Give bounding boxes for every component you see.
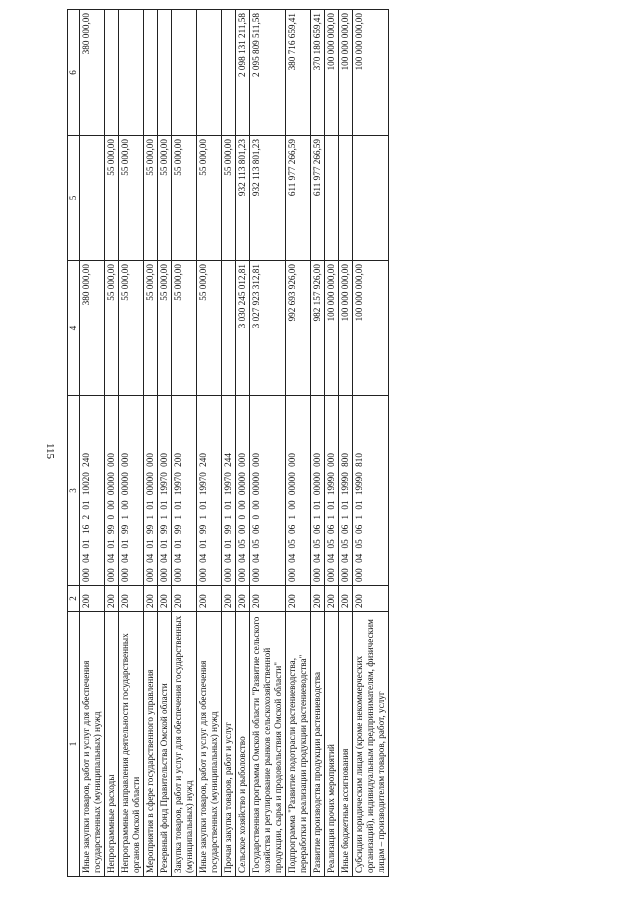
row-category: 200 [286,586,311,612]
row-name: Непрограммные расходы [105,612,119,877]
row-name: Закупка товаров, работ и услуг для обеспечения государственных (муниципальных) нужд [172,612,197,877]
row-code: 000 04 01 99 1 00 00000 000 [119,396,144,586]
row-name: Мероприятия в сфере государственного управления [144,612,158,877]
row-col6: 2 098 131 211,58 [236,10,250,136]
row-col5: 55 000,00 [222,136,236,261]
header-cell: 3 [68,396,80,586]
row-code: 000 04 05 00 0 00 00000 000 [236,396,250,586]
row-col6 [158,10,172,136]
row-col5: 611 977 266,59 [286,136,311,261]
row-col6 [119,10,144,136]
row-category: 200 [197,586,222,612]
row-col5: 55 000,00 [158,136,172,261]
row-col4: 982 157 926,00 [311,261,325,396]
row-col6 [144,10,158,136]
table-row [250,10,286,877]
row-code: 000 04 05 06 1 01 19990 800 [339,396,353,586]
row-col5: 55 000,00 [105,136,119,261]
row-col4: 55 000,00 [119,261,144,396]
row-name: Иные бюджетные ассигнования [339,612,353,877]
row-col4: 100 000 000,00 [353,261,389,396]
row-name: Реализация прочих мероприятий [325,612,339,877]
header-cell: 1 [68,612,80,877]
row-category: 200 [353,586,389,612]
row-col5: 932 113 801,23 [236,136,250,261]
row-code: 000 04 01 99 1 01 19970 240 [197,396,222,586]
table-row [325,10,339,877]
row-col5: 55 000,00 [119,136,144,261]
row-category: 200 [236,586,250,612]
row-name: Прочая закупка товаров, работ и услуг [222,612,236,877]
row-code: 000 04 05 06 1 00 00000 000 [286,396,311,586]
row-col5 [80,136,105,261]
row-col6 [197,10,222,136]
row-category: 200 [311,586,325,612]
budget-table [67,9,389,877]
row-col5 [339,136,353,261]
row-col4: 55 000,00 [105,261,119,396]
row-col4: 992 693 926,00 [286,261,311,396]
table-row [339,10,353,877]
row-category: 200 [222,586,236,612]
row-col6: 370 180 659,41 [311,10,325,136]
row-category: 200 [158,586,172,612]
row-category: 200 [172,586,197,612]
row-col6: 2 095 809 511,58 [250,10,286,136]
table-row [286,10,311,877]
row-col4: 55 000,00 [144,261,158,396]
row-name: Сельское хозяйство и рыболовство [236,612,250,877]
row-col5: 55 000,00 [172,136,197,261]
header-cell: 6 [68,10,80,136]
table-row [172,10,197,877]
row-col6 [105,10,119,136]
row-category: 200 [339,586,353,612]
row-code: 000 04 01 99 1 01 19970 200 [172,396,197,586]
row-code: 000 04 01 99 0 00 00000 000 [105,396,119,586]
row-col4: 100 000 000,00 [325,261,339,396]
row-col6: 100 000 000,00 [325,10,339,136]
row-category: 200 [250,586,286,612]
row-code: 000 04 05 06 0 00 00000 000 [250,396,286,586]
row-col6 [172,10,197,136]
row-code: 000 04 01 99 1 01 00000 000 [144,396,158,586]
row-name: Развитие производства продукции растениеводства [311,612,325,877]
row-name: Непрограммные направления деятельности государственных органов Омской области [119,612,144,877]
row-col4: 55 000,00 [172,261,197,396]
row-code: 000 04 01 99 1 01 19970 244 [222,396,236,586]
row-col5: 55 000,00 [197,136,222,261]
page-number: 115 [44,442,57,460]
header-cell: 4 [68,261,80,396]
row-col4: 55 000,00 [158,261,172,396]
table-row [119,10,144,877]
row-col6: 380 716 659,41 [286,10,311,136]
row-code: 000 04 05 06 1 01 19990 810 [353,396,389,586]
row-col4: 380 000,00 [80,261,105,396]
row-col5 [353,136,389,261]
row-col5 [325,136,339,261]
row-name: Государственная программа Омской области "Развитие сельского хозяйства и регулирование рынков сельскохозяйственной продукции, сырья и продовольствия Омской области" [250,612,286,877]
row-name: Иные закупки товаров, работ и услуг для обеспечения государственных (муниципальных) нужд [197,612,222,877]
header-row [68,10,80,877]
row-code: 000 04 05 06 1 01 00000 000 [311,396,325,586]
row-col5: 611 977 266,59 [311,136,325,261]
row-col5: 932 113 801,23 [250,136,286,261]
table-row [144,10,158,877]
row-name: Субсидии юридическим лицам (кроме некоммерческих организаций), индивидуальным предпринимателям, физическим лицам – производителям товаров, работ, услуг [353,612,389,877]
header-cell: 2 [68,586,80,612]
row-col5: 55 000,00 [144,136,158,261]
row-category: 200 [119,586,144,612]
row-col4: 55 000,00 [197,261,222,396]
table-row [222,10,236,877]
row-col6 [222,10,236,136]
table-row [353,10,389,877]
row-code: 000 04 01 16 2 01 10020 240 [80,396,105,586]
row-col6: 100 000 000,00 [339,10,353,136]
row-category: 200 [105,586,119,612]
table-row [105,10,119,877]
table-row [197,10,222,877]
table-row [158,10,172,877]
table-row [236,10,250,877]
row-col6: 100 000 000,00 [353,10,389,136]
row-col4 [222,261,236,396]
row-name: Подпрограмма "Развитие подотрасли растениеводства, переработки и реализации продукции растениеводства" [286,612,311,877]
row-category: 200 [144,586,158,612]
row-name: Иные закупки товаров, работ и услуг для обеспечения государственных (муниципальных) нужд [80,612,105,877]
row-code: 000 04 01 99 1 01 19970 000 [158,396,172,586]
row-col4: 3 030 245 012,81 [236,261,250,396]
row-category: 200 [80,586,105,612]
table-row [80,10,105,877]
row-col4: 100 000 000,00 [339,261,353,396]
row-category: 200 [325,586,339,612]
table-row [311,10,325,877]
row-name: Резервный фонд Правительства Омской области [158,612,172,877]
header-cell: 5 [68,136,80,261]
row-code: 000 04 05 06 1 01 19990 000 [325,396,339,586]
row-col4: 3 027 923 312,81 [250,261,286,396]
row-col6: 380 000,00 [80,10,105,136]
